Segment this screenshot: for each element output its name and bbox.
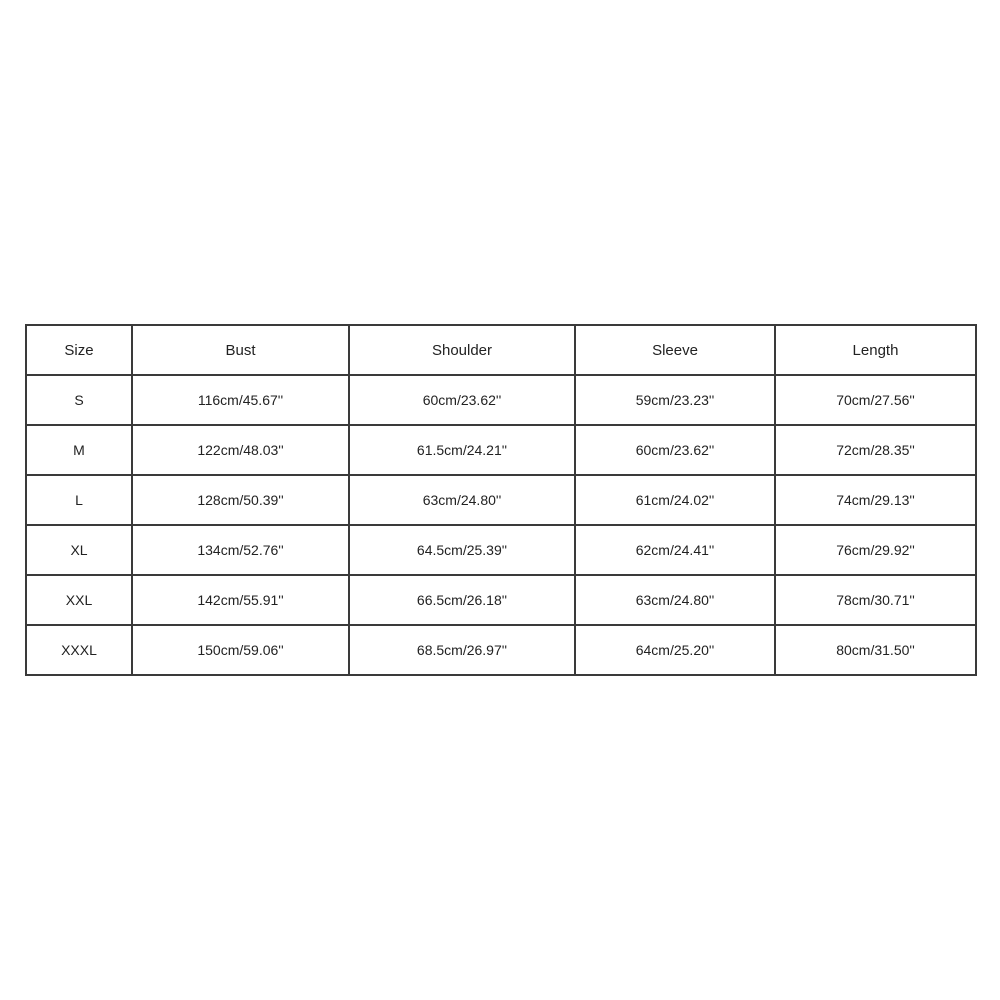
table-row (26, 425, 976, 475)
sleeve-cell: 61cm/24.02'' (575, 475, 775, 525)
shoulder-cell: 68.5cm/26.97'' (349, 625, 575, 675)
size-chart-table (25, 324, 977, 676)
length-cell: 72cm/28.35'' (775, 425, 976, 475)
size-cell: XL (26, 525, 132, 575)
table-row (26, 575, 976, 625)
shoulder-cell: 60cm/23.62'' (349, 375, 575, 425)
length-cell: 70cm/27.56'' (775, 375, 976, 425)
table-row (26, 475, 976, 525)
sleeve-cell: 64cm/25.20'' (575, 625, 775, 675)
header-sleeve: Sleeve (575, 325, 775, 375)
header-size: Size (26, 325, 132, 375)
sleeve-cell: 62cm/24.41'' (575, 525, 775, 575)
bust-cell: 122cm/48.03'' (132, 425, 349, 475)
header-length: Length (775, 325, 976, 375)
bust-cell: 150cm/59.06'' (132, 625, 349, 675)
shoulder-cell: 63cm/24.80'' (349, 475, 575, 525)
length-cell: 78cm/30.71'' (775, 575, 976, 625)
table-row (26, 375, 976, 425)
bust-cell: 134cm/52.76'' (132, 525, 349, 575)
table-row (26, 525, 976, 575)
size-cell: S (26, 375, 132, 425)
size-cell: M (26, 425, 132, 475)
shoulder-cell: 61.5cm/24.21'' (349, 425, 575, 475)
bust-cell: 128cm/50.39'' (132, 475, 349, 525)
bust-cell: 142cm/55.91'' (132, 575, 349, 625)
length-cell: 76cm/29.92'' (775, 525, 976, 575)
sleeve-cell: 60cm/23.62'' (575, 425, 775, 475)
bust-cell: 116cm/45.67'' (132, 375, 349, 425)
size-cell: XXXL (26, 625, 132, 675)
header-shoulder: Shoulder (349, 325, 575, 375)
length-cell: 80cm/31.50'' (775, 625, 976, 675)
sleeve-cell: 63cm/24.80'' (575, 575, 775, 625)
size-cell: L (26, 475, 132, 525)
shoulder-cell: 66.5cm/26.18'' (349, 575, 575, 625)
size-cell: XXL (26, 575, 132, 625)
shoulder-cell: 64.5cm/25.39'' (349, 525, 575, 575)
length-cell: 74cm/29.13'' (775, 475, 976, 525)
sleeve-cell: 59cm/23.23'' (575, 375, 775, 425)
table-row (26, 625, 976, 675)
table-header-row (26, 325, 976, 375)
header-bust: Bust (132, 325, 349, 375)
